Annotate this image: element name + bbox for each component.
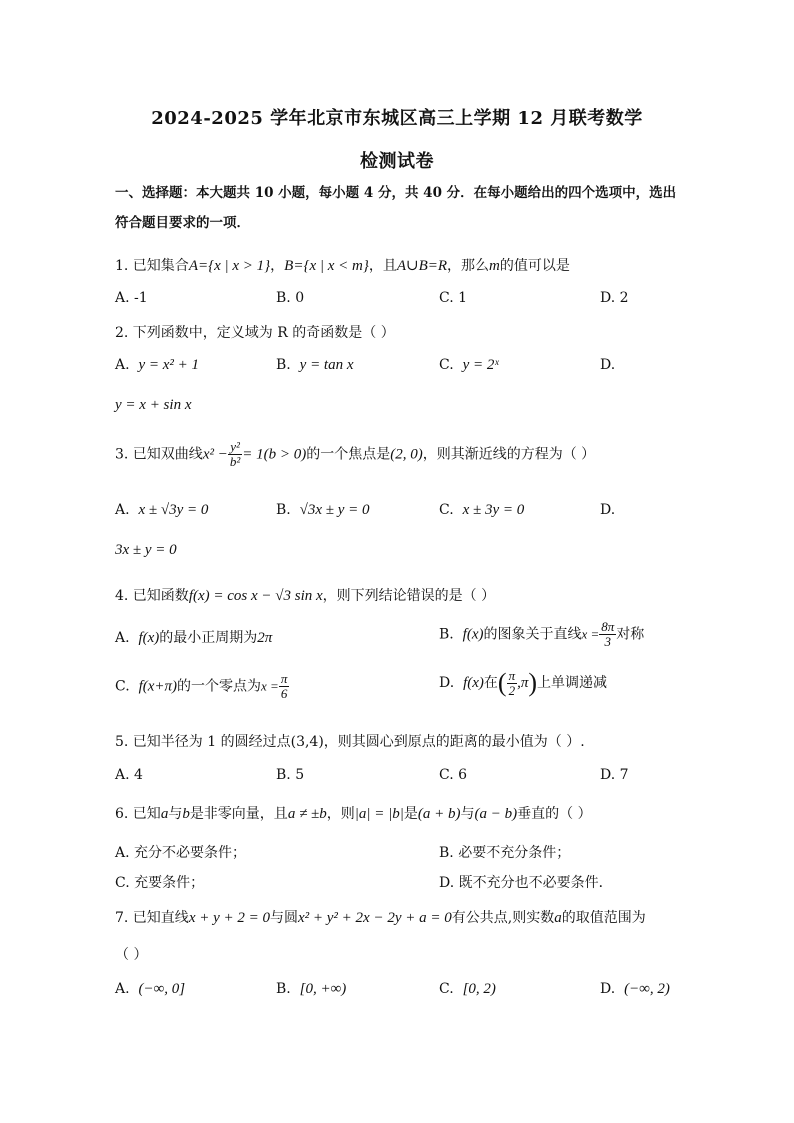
q1-option-b: B. 0 — [276, 290, 305, 306]
q7-option-b: B. [0, +∞) — [276, 981, 347, 997]
question-7-paren: （ ） — [115, 947, 148, 963]
q6-option-b: B. 必要不充分条件； — [439, 845, 571, 861]
q3-option-a: A. x ± √3y = 0 — [115, 502, 209, 518]
q1-option-a: A. -1 — [115, 290, 148, 306]
q2-option-d-label: D. — [600, 357, 616, 373]
q4-option-b: B. f(x)的图象关于直线x = $\frac{8\pi}{3}$ 对称 — [439, 619, 645, 649]
q6-option-a: A. 充分不必要条件； — [115, 845, 247, 861]
q3-option-d-expr: 3x ± y = 0 — [115, 542, 177, 558]
q5-option-a: A. 4 — [115, 767, 143, 783]
q4-option-a: A. f(x)的最小正周期为2π — [115, 630, 273, 646]
question-6-stem: 6. 已知a与b是非零向量，且a ≠ ±b，则|a| = |b|是(a + b)与(a − b)垂直的（ ） — [115, 806, 592, 822]
line-equation: x + y + 2 = 0 — [188, 910, 270, 926]
q3-option-d-label: D. — [600, 502, 616, 518]
set-a: A={x | x > 1} — [188, 258, 271, 274]
q5-option-c: C. 6 — [439, 767, 468, 783]
q5-option-d: D. 7 — [600, 767, 629, 783]
union-condition: A∪B=R — [396, 258, 448, 274]
q7-option-d: D. (−∞, 2) — [600, 981, 670, 997]
question-4-stem: 4. 已知函数f(x) = cos x − √3 sin x，则下列结论错误的是（ ） — [115, 588, 496, 604]
q1-option-c: C. 1 — [439, 290, 468, 306]
function-f: f(x) = cos x − √3 sin x — [188, 588, 323, 604]
q7-option-c: C. [0, 2) — [439, 981, 496, 997]
q2-option-d-expr: y = x + sin x — [115, 397, 192, 413]
set-b: B={x | x < m} — [284, 258, 369, 274]
question-2-stem: 2. 下列函数中，定义域为 R 的奇函数是（ ） — [115, 325, 395, 341]
q2-option-a: A. y = x² + 1 — [115, 357, 200, 373]
q2-option-b: B. y = tan x — [276, 357, 354, 373]
q2-option-c: C. y = 2ˣ — [439, 357, 499, 373]
q3-option-b: B. √3x ± y = 0 — [276, 502, 370, 518]
exam-title-line1: 2024-2025 学年北京市东城区高三上学期 12 月联考数学 — [151, 108, 643, 129]
question-5-stem: 5. 已知半径为 1 的圆经过点(3,4)，则其圆心到原点的距离的最小值为（ ）. — [115, 734, 585, 750]
q1-option-d: D. 2 — [600, 290, 629, 306]
question-3-stem: 3. 已知双曲线x² − $\frac{\text{y²}}{\text{b²}}$ = 1(b > 0)的一个焦点是(2, 0)，则其渐近线的方程为（ ） — [115, 439, 596, 469]
question-7-stem: 7. 已知直线x + y + 2 = 0与圆x² + y² + 2x − 2y + a = 0有公共点,则实数a的取值范围为 — [115, 910, 646, 926]
q4-option-d: D. f(x)在( $\frac{\pi}{2}$ ,π)上单调递减 — [439, 667, 608, 698]
q5-option-b: B. 5 — [276, 767, 305, 783]
section-heading: 一、选择题：本大题共 10 小题，每小题 4 分，共 40 分．在每小题给出的四个选项中，选出符合题目要求的一项． — [115, 185, 677, 231]
q7-option-a: A. (−∞, 0] — [115, 981, 186, 997]
hyperbola-fraction: $\frac{\text{y²}}{\text{b²}}$ — [229, 439, 241, 469]
circle-equation: x² + y² + 2x − 2y + a = 0 — [298, 910, 452, 926]
exam-title-line2: 检测试卷 — [360, 151, 434, 172]
q3-option-c: C. x ± 3y = 0 — [439, 502, 525, 518]
q6-option-c: C. 充要条件； — [115, 875, 205, 891]
q4-option-c: C. f(x+π)的一个零点为x = $\frac{\pi}{6}$ — [115, 671, 288, 701]
question-1-stem: 1. 已知集合A={x | x > 1}，B={x | x < m}，且A∪B=R，那么m的值可以是 — [115, 258, 570, 274]
q6-option-d: D. 既不充分也不必要条件． — [439, 875, 613, 891]
